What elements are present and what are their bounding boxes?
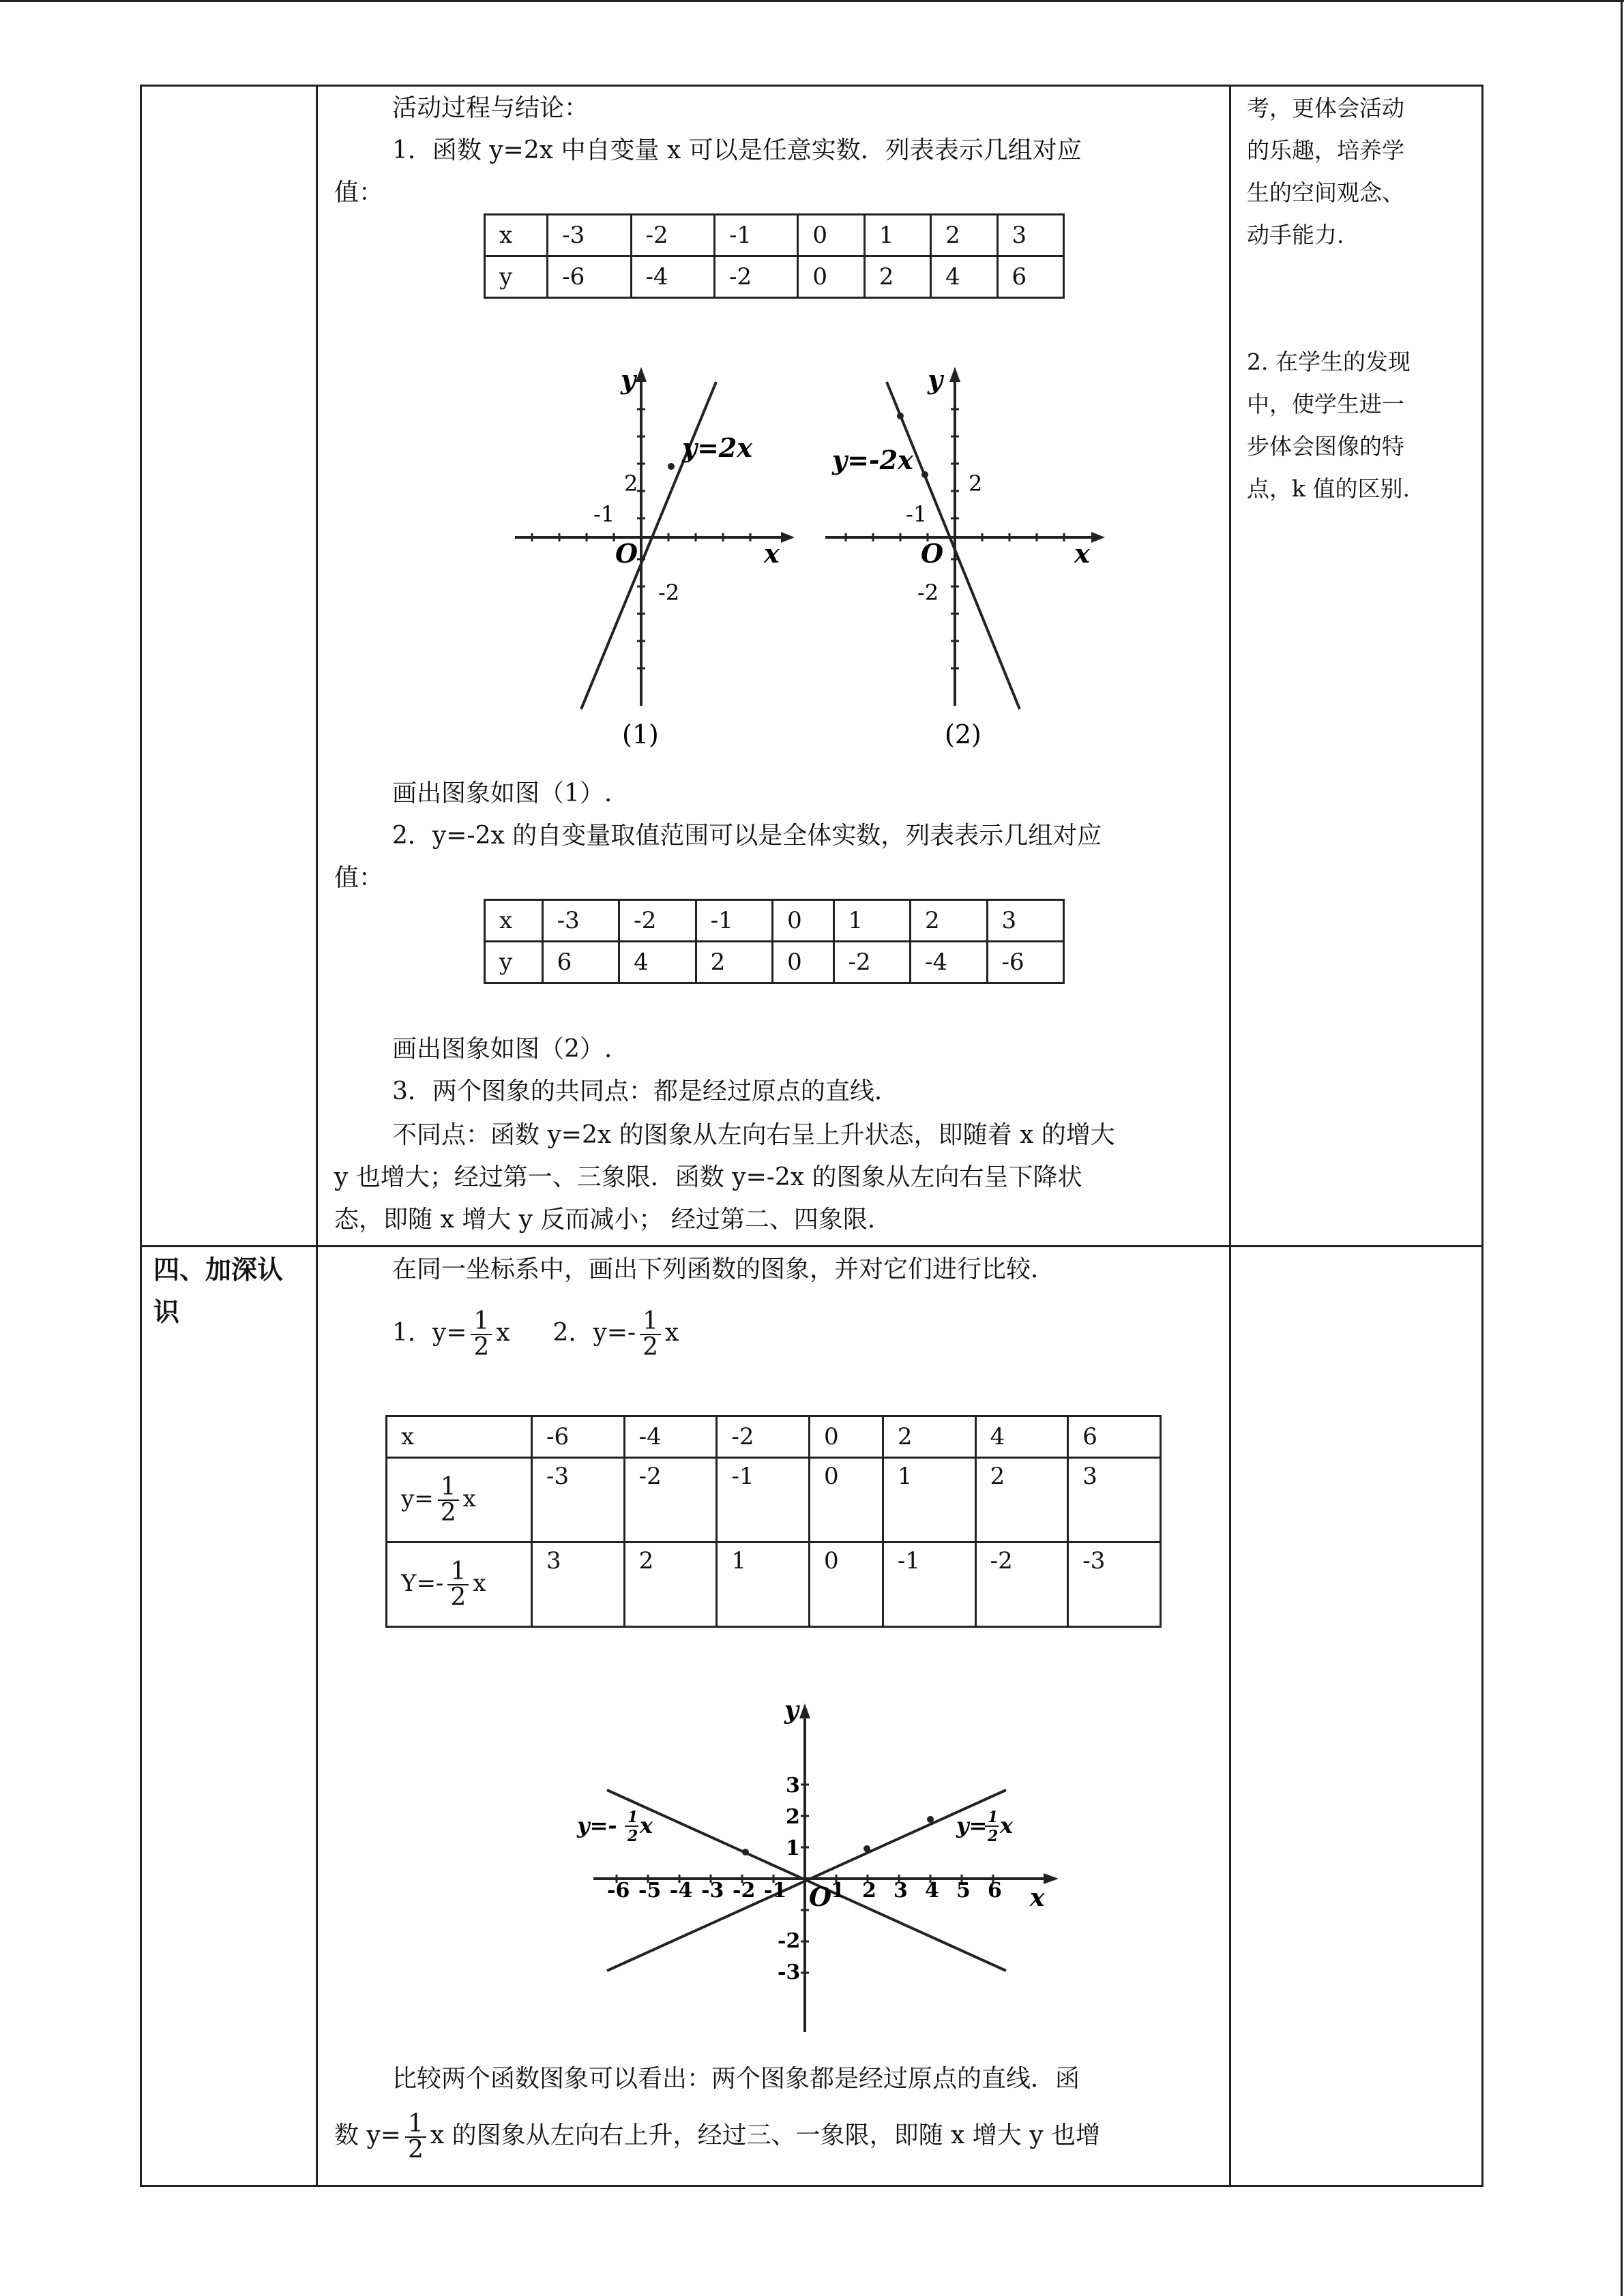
plotted-point — [668, 463, 675, 470]
x-axis-label: x — [764, 538, 780, 569]
y-axis-label: y — [784, 1698, 799, 1725]
label-neg-var: x — [640, 1813, 653, 1838]
table-cell: -6 — [548, 256, 631, 298]
y-tick-label: 3 — [786, 1774, 800, 1798]
item2-line1: 2．y=-2x 的自变量取值范围可以是全体实数，列表表示几组对应 — [392, 822, 1102, 850]
table-cell: -2 — [833, 942, 910, 983]
graph-caption: (1) — [622, 719, 659, 749]
table-cell: -1 — [717, 1458, 810, 1542]
differences-line3: 态，即随 x 增大 y 反而减小； 经过第二、四象限． — [334, 1206, 892, 1234]
table-cell: x — [485, 215, 548, 256]
table-row-label — [387, 1542, 532, 1627]
function-line — [581, 382, 716, 709]
y-axis-label: y — [928, 364, 943, 395]
row-divider — [140, 1245, 1483, 1247]
label-pos-var: x — [1000, 1813, 1014, 1838]
fraction-numerator: 1 — [473, 1307, 490, 1335]
column-divider-right — [1229, 85, 1231, 2187]
table-cell: y — [485, 256, 548, 298]
x-tick-label: 1 — [831, 1879, 845, 1903]
comparison-prefix: 数 y= — [334, 2121, 401, 2149]
function-2-var: x — [665, 1319, 679, 1347]
y-axis-arrow — [636, 367, 647, 382]
label-neg-den: 2 — [628, 1828, 638, 1845]
x-tick-label: -1 — [764, 1879, 787, 1903]
table-cell: 2 — [864, 256, 930, 298]
fraction-denominator: 2 — [438, 1500, 459, 1525]
table-cell: -3 — [1068, 1542, 1161, 1627]
fraction-numerator: 1 — [450, 1557, 467, 1585]
label-pos-half — [956, 1808, 1014, 1845]
table-cell: 6 — [1068, 1416, 1161, 1458]
table-row — [387, 1542, 1161, 1627]
fraction-denominator: 2 — [447, 1584, 469, 1610]
table-cell: 0 — [810, 1458, 883, 1542]
label-pos-prefix: y= — [956, 1813, 988, 1838]
fraction-denominator: 2 — [405, 2136, 426, 2162]
table-cell: -3 — [542, 900, 619, 942]
table-cell: -1 — [714, 215, 797, 256]
table-cell: x — [387, 1416, 532, 1458]
note-line: 步体会图像的特 — [1247, 433, 1404, 460]
label-neg-half — [576, 1808, 653, 1845]
table-cell: -2 — [975, 1542, 1068, 1627]
table-row — [485, 900, 1064, 942]
column-divider-left — [316, 85, 318, 2187]
table-cell: -6 — [532, 1416, 625, 1458]
y-axis-label: y — [621, 364, 636, 395]
graph-caption: (2) — [945, 719, 981, 749]
draw-figure-2: 画出图象如图（2）. — [392, 1035, 612, 1063]
function-2-prefix: 2．y=- — [552, 1319, 636, 1347]
value-table-y-neg2x — [484, 899, 1065, 984]
table-row — [485, 256, 1064, 298]
item1-line2: 值： — [334, 179, 384, 207]
table-cell: 6 — [542, 942, 619, 983]
stage-title-line1: 四、加深认 — [153, 1255, 284, 1285]
origin-label: O — [615, 538, 638, 569]
label-neg-num: 1 — [628, 1808, 638, 1826]
comparison-suffix: x 的图象从左向右上升，经过三、一象限，即随 x 增大 y 也增 — [430, 2121, 1101, 2149]
x-tick-label: -5 — [638, 1879, 662, 1903]
table-cell: 1 — [864, 215, 930, 256]
graph-half-functions — [573, 1698, 1064, 2039]
note-line: 的乐趣，培养学 — [1247, 137, 1404, 164]
row-label-prefix: y= — [401, 1485, 434, 1512]
note-line: 动手能力. — [1247, 222, 1344, 248]
y-axis-arrow — [799, 1703, 810, 1718]
fraction-numerator: 1 — [407, 2110, 424, 2138]
table-cell: 0 — [810, 1416, 883, 1458]
note-line: 2. 在学生的发现 — [1247, 348, 1411, 375]
tick-label-neg1: -1 — [906, 501, 928, 527]
table-cell: 2 — [911, 900, 987, 942]
table-cell: -1 — [696, 900, 772, 942]
function-label: y=-2x — [832, 445, 913, 475]
fraction-one-half — [447, 1557, 469, 1611]
fraction-one-half — [438, 1472, 459, 1527]
table-cell: -3 — [532, 1458, 625, 1542]
table-cell: 6 — [997, 256, 1063, 298]
x-tick-label: 3 — [894, 1879, 908, 1903]
table-cell: 4 — [619, 942, 696, 983]
x-tick-label: 6 — [988, 1879, 1002, 1903]
x-axis-arrow — [1091, 532, 1105, 543]
function-list — [392, 1299, 679, 1367]
table-cell: x — [485, 900, 543, 942]
table-cell: -1 — [883, 1542, 975, 1627]
plotted-point — [863, 1845, 870, 1852]
differences-line2: y 也增大；经过第一、三象限．函数 y=-2x 的图象从左向右呈下降状 — [334, 1163, 1082, 1191]
table-cell: 3 — [1068, 1458, 1161, 1542]
value-table-y-2x — [484, 213, 1065, 299]
x-tick-label: 5 — [956, 1879, 971, 1903]
table-cell: 2 — [931, 215, 997, 256]
note-line: 中，使学生进一 — [1247, 391, 1404, 417]
table-cell: 3 — [997, 215, 1063, 256]
table-row — [485, 942, 1064, 983]
note-line: 生的空间观念、 — [1247, 179, 1404, 206]
section-four-intro: 在同一坐标系中，画出下列函数的图象，并对它们进行比较． — [392, 1255, 1056, 1283]
y-tick-label: -3 — [778, 1960, 801, 1984]
right-border-line — [1621, 0, 1623, 2296]
tick-label-neg2: -2 — [658, 580, 680, 606]
draw-figure-1: 画出图象如图（1）. — [392, 779, 612, 807]
tick-label-neg1: -1 — [593, 501, 615, 527]
tick-label-2: 2 — [969, 471, 983, 496]
fraction-numerator: 1 — [440, 1472, 456, 1501]
plotted-point — [742, 1849, 749, 1855]
table-cell: 2 — [883, 1416, 975, 1458]
table-cell: 1 — [717, 1542, 810, 1627]
x-tick-label: -2 — [733, 1879, 756, 1903]
graph-y-neg2x — [818, 355, 1119, 757]
comparison-line1: 比较两个函数图象可以看出：两个图象都是经过原点的直线．函 — [392, 2065, 1080, 2093]
row-label-prefix: Y=- — [401, 1569, 444, 1597]
common-points: 3．两个图象的共同点：都是经过原点的直线． — [392, 1077, 899, 1105]
value-table-half — [385, 1415, 1162, 1628]
note-line: 考，更体会活动 — [1247, 95, 1404, 121]
x-tick-label: 4 — [925, 1879, 939, 1903]
table-cell: -2 — [717, 1416, 810, 1458]
row-label-var: x — [462, 1485, 476, 1512]
row-label-var: x — [473, 1569, 486, 1597]
table-cell: 0 — [798, 256, 864, 298]
fraction-denominator: 2 — [471, 1334, 492, 1360]
label-pos-den: 2 — [988, 1828, 999, 1845]
table-row — [387, 1458, 1161, 1542]
table-cell: 3 — [987, 900, 1064, 942]
table-cell: 2 — [624, 1542, 717, 1627]
plotted-point — [921, 471, 928, 478]
top-border-line — [0, 0, 1624, 2]
table-cell: 1 — [883, 1458, 975, 1542]
graph-y-2x — [505, 355, 805, 757]
x-tick-label: -3 — [701, 1879, 724, 1903]
comparison-line2 — [334, 2102, 1100, 2170]
y-tick-label: -2 — [778, 1929, 801, 1953]
x-tick-label: 2 — [862, 1879, 876, 1903]
table-row-label — [387, 1458, 532, 1542]
table-cell: 2 — [696, 942, 772, 983]
plotted-point — [927, 1816, 934, 1823]
function-line — [887, 382, 1020, 709]
tick-label-2: 2 — [624, 471, 638, 496]
table-cell: 1 — [833, 900, 910, 942]
activity-intro: 活动过程与结论： — [392, 94, 589, 122]
function-1-var: x — [496, 1319, 510, 1347]
differences-line1: 不同点：函数 y=2x 的图象从左向右呈上升状态，即随着 x 的增大 — [392, 1121, 1115, 1149]
y-tick-label: 2 — [786, 1805, 800, 1829]
x-tick-label: -4 — [670, 1879, 693, 1903]
table-cell: -2 — [619, 900, 696, 942]
origin-label: O — [921, 538, 944, 569]
y-axis-arrow — [949, 367, 960, 382]
fraction-one-half — [405, 2112, 426, 2162]
table-cell: 4 — [931, 256, 997, 298]
label-pos-num: 1 — [988, 1808, 999, 1826]
table-cell: 0 — [798, 215, 864, 256]
x-axis-label: x — [1074, 538, 1090, 569]
label-neg-prefix: y=- — [577, 1813, 617, 1838]
stage-title-line2: 识 — [153, 1297, 180, 1327]
table-cell: -4 — [631, 256, 714, 298]
table-cell: -4 — [624, 1416, 717, 1458]
origin-label: O — [809, 1881, 832, 1912]
table-cell: -2 — [624, 1458, 717, 1542]
x-axis-label: x — [1030, 1883, 1045, 1912]
table-cell: y — [485, 942, 543, 983]
table-cell: -2 — [714, 256, 797, 298]
table-cell: -2 — [631, 215, 714, 256]
fraction-numerator: 1 — [643, 1307, 659, 1335]
table-row — [387, 1416, 1161, 1458]
table-cell: 0 — [773, 900, 833, 942]
table-cell: -6 — [987, 942, 1064, 983]
table-cell: -3 — [548, 215, 631, 256]
x-tick-label: -6 — [607, 1879, 630, 1903]
table-cell: 0 — [773, 942, 833, 983]
fraction-denominator: 2 — [640, 1334, 661, 1360]
tick-label-neg2: -2 — [917, 580, 939, 606]
note-line: 点，k 值的区别. — [1247, 475, 1410, 502]
fraction-one-half — [640, 1309, 661, 1360]
x-axis-arrow — [1044, 1873, 1059, 1884]
table-cell: 4 — [975, 1416, 1068, 1458]
plotted-point — [897, 413, 904, 419]
function-label: y=2x — [682, 432, 753, 463]
function-1-prefix: 1．y= — [392, 1319, 467, 1347]
x-axis-arrow — [781, 532, 795, 543]
item1-line1: 1．函数 y=2x 中自变量 x 可以是任意实数．列表表示几组对应 — [392, 136, 1082, 164]
table-cell: -4 — [911, 942, 987, 983]
table-cell: 3 — [532, 1542, 625, 1627]
table-row — [485, 215, 1064, 256]
item2-line2: 值： — [334, 864, 384, 892]
table-cell: 0 — [810, 1542, 883, 1627]
y-tick-label: 1 — [786, 1836, 800, 1860]
fraction-one-half — [471, 1309, 492, 1360]
table-cell: 2 — [975, 1458, 1068, 1542]
